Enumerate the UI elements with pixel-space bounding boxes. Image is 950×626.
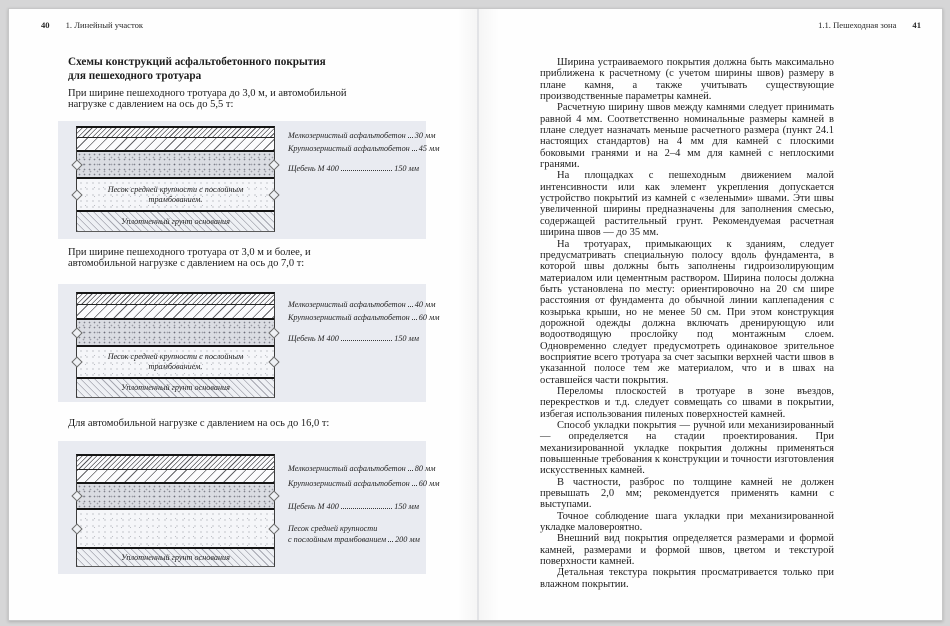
layer-fine-asphalt [77, 294, 274, 304]
page-header-left [41, 20, 143, 30]
section-title [68, 55, 388, 83]
page-number: 40 [41, 20, 50, 30]
soil-layer-label: Уплотненный грунт основания [121, 383, 230, 393]
callout-value: 150 мм [394, 502, 419, 511]
break-mark-icon [71, 523, 82, 534]
break-mark-icon [268, 356, 279, 367]
callout-name: Мелкозернистый асфальтобетон [288, 464, 406, 473]
layer-callout [288, 333, 419, 343]
layer-gravel [77, 152, 274, 177]
layer-callout [288, 312, 440, 322]
sand-layer-label: Песок средней крупности с послойным трамбованием. [107, 184, 244, 204]
break-mark-icon [268, 523, 279, 534]
intro-paragraph-3: Для автомобильной нагрузке с давлением на ось до 16,0 т: [68, 418, 330, 429]
sand-callout-line2 [288, 534, 419, 544]
intro-paragraph-2: При ширине пешеходного тротуара от 3,0 м и более, и автомобильной нагрузке с давлением на ось до 7,0 т: [68, 247, 311, 270]
callout-value: 200 мм [395, 535, 420, 544]
soil-layer-label: Уплотненный грунт основания [121, 216, 230, 226]
callout-name: Щебень М 400 [288, 502, 339, 511]
layer-callout [288, 163, 419, 173]
diagram-panel-3 [58, 441, 440, 574]
dot-leader [388, 534, 393, 542]
spine-shadow [479, 9, 499, 620]
spine-shadow [457, 9, 477, 620]
running-head: 1. Линейный участок [65, 20, 144, 30]
intro-paragraph-1: При ширине пешеходного тротуара до 3,0 м, и автомобильной нагрузке с давлением на ось до 5,5 т: [68, 88, 347, 111]
dot-leader [408, 463, 413, 471]
paragraph: Внешний вид покрытия определяется размерами и формой камней, размерами и формой швов, цветом и текстурой поверхности камней. [540, 533, 834, 568]
callout-name: Мелкозернистый асфальтобетон [288, 131, 406, 140]
paragraph: Детальная текстура покрытия просматривается только при влажном покрытии. [540, 567, 834, 590]
layer-callout [288, 501, 419, 511]
body-text-column [540, 57, 834, 590]
callout-name: Мелкозернистый асфальтобетон [288, 300, 406, 309]
dot-leader [341, 163, 392, 171]
break-mark-icon [71, 490, 82, 501]
layer-coarse-asphalt [77, 305, 274, 318]
dot-leader [341, 501, 392, 509]
layer-coarse-asphalt [77, 470, 274, 482]
paragraph: На тротуарах, примыкающих к зданиям, следует предусматривать специальную полосу вдоль фундамента, в которой швы должны быть заполнены гидроизолирующим материалом или цементным раствором. Ширина полосы должна быть установлена по месту: ориентировочно на 20 см шире расстояния от фундамента до обычной линии каплепадения с козырька крыши, но не менее 50 см. При этом конструкция дорожной одежды должна включать дренирующую или водоотводящую прослойку под монтажным слоем. Одновременно следует предусмотреть одинаковое зрительное восприятие всего тротуара за счет засыпки верхней части швов в указанной полосе тем же материалом, что и в швах на оставшейся части покрытия. [540, 238, 834, 386]
sand-callout-line1: Песок средней крупности [288, 524, 378, 533]
break-mark-icon [71, 189, 82, 200]
layer-soil [77, 549, 274, 566]
dot-leader [412, 143, 417, 151]
dot-leader [412, 312, 417, 320]
paragraph: Переломы плоскостей в тротуаре в зоне въездов, перекрестков и т.д. следует совмещать со швами в покрытии, избегая использования пиленых поверхностей камней. [540, 385, 834, 420]
paragraph: Расчетную ширину швов между камнями следует принимать равной 4 мм. Соответственно номинальные размеры камней в плане следует назначать меньше расчетного размера (пункт 24.1 настоящих стандартов) на 4 мм для камней с плоскими боковыми гранями и на 2–4 мм для камней с неплоскими гранями. [540, 102, 834, 171]
pavement-cross-section [76, 454, 275, 567]
diagram-panel-2 [58, 284, 440, 402]
layer-sand [77, 510, 274, 547]
break-mark-icon [71, 159, 82, 170]
break-mark-icon [268, 159, 279, 170]
break-mark-icon [268, 189, 279, 200]
sand-layer-label: Песок средней крупности с послойным трамбованием. [107, 352, 244, 371]
pavement-cross-section [76, 126, 275, 232]
break-mark-icon [71, 356, 82, 367]
callout-name: Щебень М 400 [288, 334, 339, 343]
callout-value: 150 мм [394, 334, 419, 343]
page-left [9, 9, 478, 620]
diagram-panel-1 [58, 121, 440, 239]
layer-callout [288, 478, 440, 488]
break-mark-icon [71, 327, 82, 338]
page-header-right [818, 20, 921, 30]
layer-callout [288, 143, 440, 153]
callout-value: 80 мм [414, 464, 436, 473]
layer-coarse-asphalt [77, 138, 274, 150]
callout-name: Щебень М 400 [288, 164, 339, 173]
pavement-cross-section [76, 292, 275, 398]
page-right [479, 9, 942, 620]
paragraph: Точное соблюдение шага укладки при механизированной укладке маловероятно. [540, 510, 834, 534]
callout-value: 60 мм [418, 479, 440, 488]
layer-sand [77, 179, 274, 210]
paragraph: Ширина устраиваемого покрытия должна быть максимально приближена к расчетному (с учетом ширины швов) размеру в плане камня, а также учитывать существующие производственные параметры камней. [540, 57, 834, 103]
callout-value: 40 мм [414, 300, 436, 309]
callout-name: с послойным трамбованием [288, 535, 387, 544]
layer-callout [288, 299, 436, 309]
section-title-line2: для пешеходного тротуара [68, 70, 202, 82]
page-number: 41 [912, 20, 921, 30]
paragraph: В частности, разброс по толщине камней не должен превышать 2,0 мм; рекомендуется применять камни с выступами. [540, 476, 834, 511]
running-head: 1.1. Пешеходная зона [818, 20, 897, 30]
dot-leader [408, 299, 413, 307]
break-mark-icon [268, 327, 279, 338]
callout-name: Крупнозернистый асфальтобетон [288, 313, 410, 322]
dot-leader [341, 333, 392, 341]
layer-fine-asphalt [77, 128, 274, 137]
section-title-line1: Схемы конструкций асфальтобетонного покрытия [68, 56, 326, 68]
dot-leader [412, 478, 417, 486]
layer-callout [288, 130, 436, 140]
callout-value: 150 мм [394, 164, 419, 173]
layer-sand [77, 347, 274, 377]
break-mark-icon [268, 490, 279, 501]
dot-leader [408, 130, 413, 138]
callout-name: Крупнозернистый асфальтобетон [288, 144, 410, 153]
callout-value: 30 мм [414, 131, 436, 140]
layer-gravel [77, 484, 274, 508]
book-spread [8, 8, 943, 621]
paragraph: На площадках с пешеходным движением малой интенсивности или как элемент укрепления допускается устройство покрытий из камней с «зелеными» швами. Эти швы увеличенной ширины предназначены для заполнения смесью, содержащей растительный грунт. Рекомендуемая расчетная ширина швов — до 35 мм. [540, 170, 834, 239]
layer-soil [77, 212, 274, 231]
layer-callout [288, 463, 436, 473]
callout-value: 60 мм [418, 313, 440, 322]
layer-gravel [77, 320, 274, 345]
callout-value: 45 мм [418, 144, 440, 153]
soil-layer-label: Уплотненный грунт основания [121, 552, 230, 562]
paragraph: Способ укладки покрытия — ручной или механизированный — определяется на стадии проектирования. При механизированной укладке покрытия должны применяться повышенные требования к конструкции и точности изготовления искусственных камней. [540, 420, 834, 477]
callout-name: Крупнозернистый асфальтобетон [288, 479, 410, 488]
layer-soil [77, 379, 274, 397]
book-spine [477, 9, 479, 620]
layer-fine-asphalt [77, 456, 274, 469]
